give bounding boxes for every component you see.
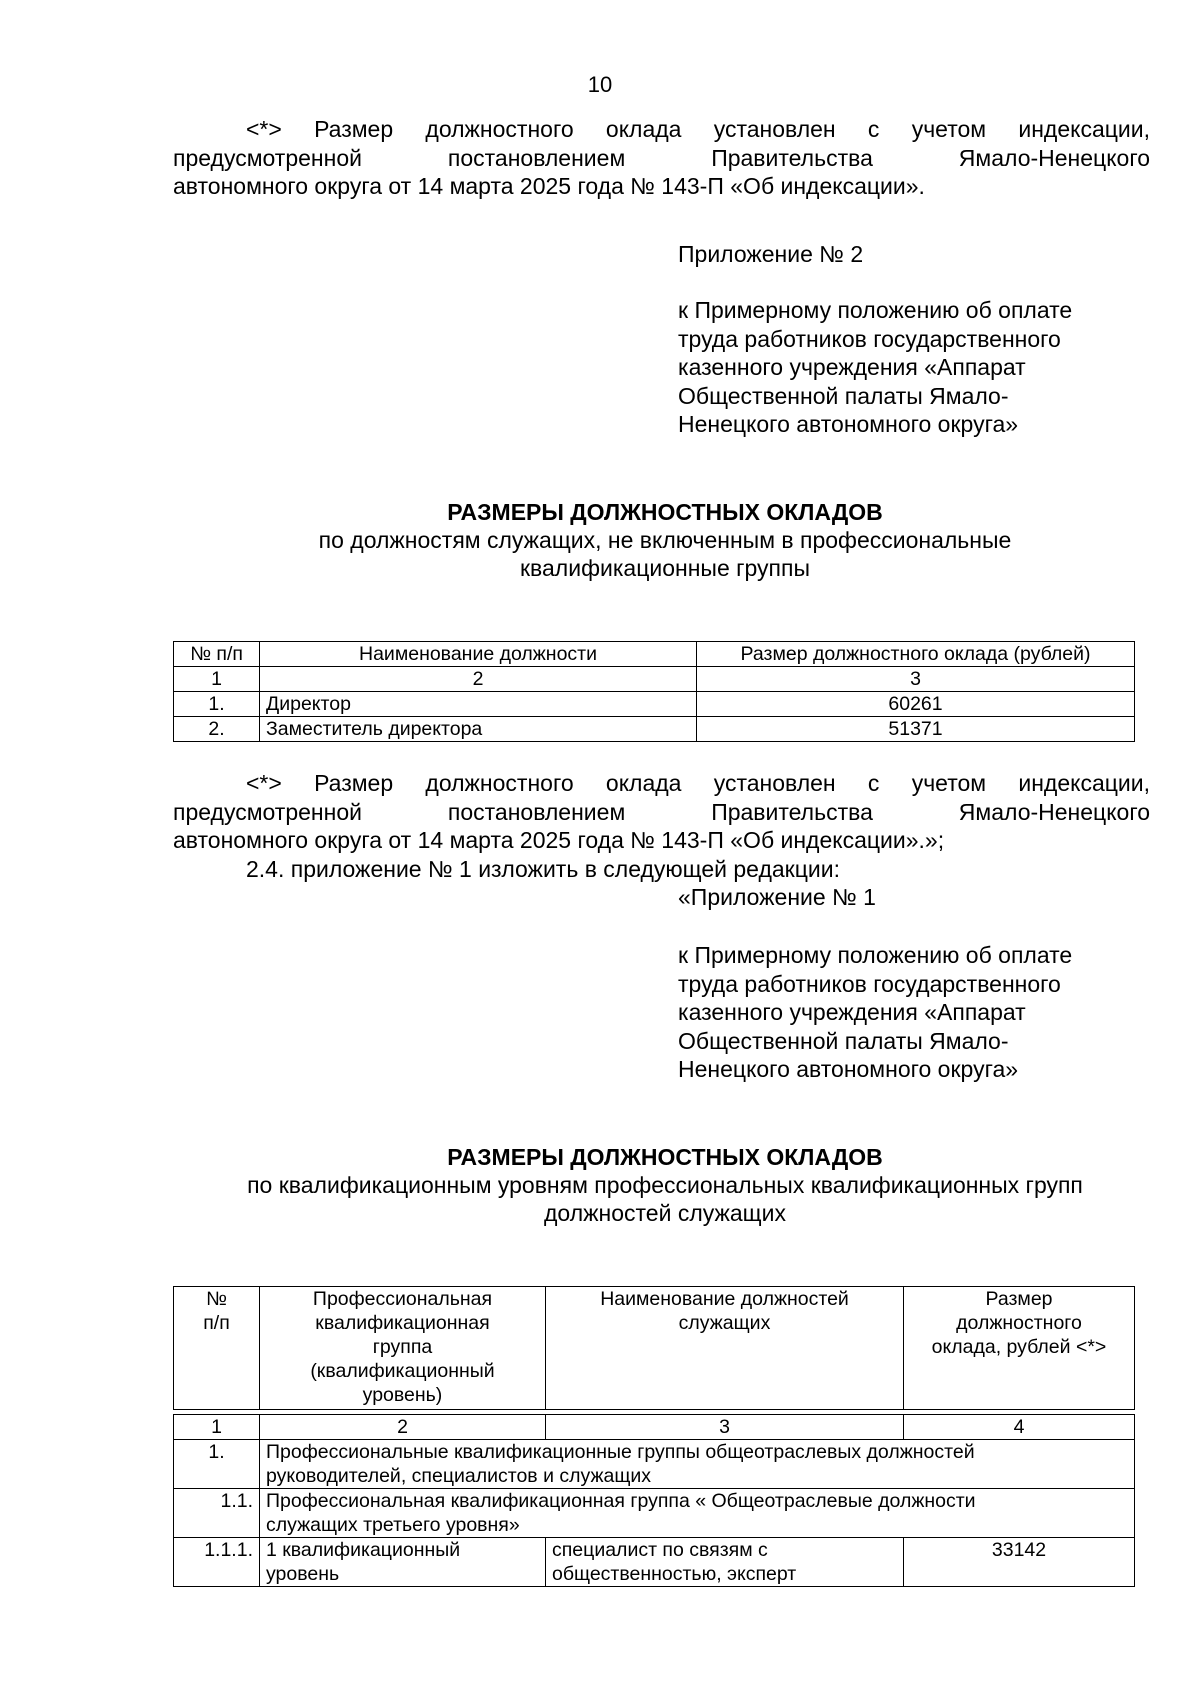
group-title — [260, 1489, 1135, 1538]
column-number: 1 — [174, 1415, 260, 1440]
header-line: должностного — [956, 1312, 1082, 1334]
row-number: 1. — [174, 692, 260, 717]
salary-value: 60261 — [697, 692, 1135, 717]
section-subtitle: квалификационные группы — [519, 555, 810, 581]
column-number: 2 — [260, 667, 697, 692]
position-name: Директор — [260, 692, 697, 717]
header-cell-group — [260, 1287, 546, 1410]
appendix-line: казенного учреждения «Аппарат — [678, 354, 1026, 380]
group-title-line: Профессиональная квалификационная группа « Общеотраслевые должности — [266, 1490, 976, 1512]
column-number-row — [174, 1415, 1135, 1440]
appendix-title: Приложение № 2 — [678, 241, 864, 267]
table-row — [174, 692, 1135, 717]
appendix-line: труда работников государственного — [678, 970, 1061, 997]
column-number: 2 — [260, 1415, 546, 1440]
note-line: предусмотренной постановлением Правительства Ямало-Ненецкого — [173, 144, 1150, 171]
appendix-2-caption — [678, 240, 1158, 269]
section-1-heading — [160, 498, 1170, 582]
row-number: 1. — [174, 1440, 260, 1489]
appendix-2-reference — [678, 296, 1158, 439]
header-cell-salary — [904, 1287, 1135, 1410]
row-number: 1.1.1. — [174, 1538, 260, 1587]
column-number: 4 — [904, 1415, 1135, 1440]
note-line: предусмотренной постановлением Правительства Ямало-Ненецкого — [173, 798, 1150, 825]
header-cell: Размер должностного оклада (рублей) — [697, 642, 1135, 667]
section-subtitle: должностей служащих — [544, 1200, 786, 1226]
salary-table-1 — [173, 641, 1135, 742]
table-row — [174, 1440, 1135, 1489]
positions-line: общественностью, эксперт — [552, 1563, 797, 1585]
amendment-line: 2.4. приложение № 1 изложить в следующей редакции: — [246, 855, 840, 882]
group-title-line: руководителей, специалистов и служащих — [266, 1465, 652, 1487]
column-number: 3 — [546, 1415, 904, 1440]
note-line: автономного округа от 14 марта 2025 года № 143-П «Об индексации».»; — [173, 827, 945, 853]
header-line: оклада, рублей <*> — [931, 1336, 1107, 1358]
header-line: п/п — [203, 1312, 230, 1334]
indexation-note-1 — [173, 115, 1150, 201]
row-number: 1.1. — [174, 1489, 260, 1538]
positions — [546, 1538, 904, 1587]
group-title-line: Профессиональные квалификационные группы общеотраслевых должностей — [266, 1441, 975, 1463]
group-title-line: служащих третьего уровня» — [266, 1514, 520, 1536]
header-line: Размер — [985, 1288, 1053, 1310]
header-cell: Наименование должности — [260, 642, 697, 667]
appendix-line: Общественной палаты Ямало- — [678, 382, 1009, 409]
appendix-line: Ненецкого автономного округа» — [678, 411, 1019, 437]
appendix-line: Общественной палаты Ямало- — [678, 1027, 1009, 1054]
header-cell-positions — [546, 1287, 904, 1410]
table-row — [174, 717, 1135, 742]
section-2-heading — [160, 1143, 1170, 1227]
header-cell-number — [174, 1287, 260, 1410]
table-row — [174, 1489, 1135, 1538]
row-number: 2. — [174, 717, 260, 742]
position-name: Заместитель директора — [260, 717, 697, 742]
appendix-1-reference — [678, 941, 1158, 1084]
header-line: № — [206, 1288, 227, 1310]
section-title: РАЗМЕРЫ ДОЛЖНОСТНЫХ ОКЛАДОВ — [447, 1144, 883, 1170]
appendix-line: к Примерному положению об оплате — [678, 297, 1073, 323]
column-number: 1 — [174, 667, 260, 692]
appendix-line: Ненецкого автономного округа» — [678, 1056, 1019, 1082]
header-line: уровень) — [362, 1384, 443, 1406]
appendix-line: к Примерному положению об оплате — [678, 942, 1073, 968]
table-row — [174, 1538, 1135, 1587]
column-number-row — [174, 667, 1135, 692]
indexation-note-2 — [173, 769, 1150, 883]
note-line: <*> Размер должностного оклада установлен с учетом индексации, — [246, 116, 1150, 142]
salary-value: 51371 — [697, 717, 1135, 742]
section-subtitle: по должностям служащих, не включенным в профессиональные — [318, 527, 1012, 553]
header-line: группа — [372, 1336, 433, 1358]
salary-table-2 — [173, 1286, 1135, 1587]
page-number: 10 — [587, 72, 613, 97]
section-title: РАЗМЕРЫ ДОЛЖНОСТНЫХ ОКЛАДОВ — [447, 499, 883, 525]
salary-value: 33142 — [904, 1538, 1135, 1587]
appendix-line: казенного учреждения «Аппарат — [678, 999, 1026, 1025]
header-line: квалификационная — [315, 1312, 490, 1334]
group-title — [260, 1440, 1135, 1489]
header-line: Профессиональная — [312, 1288, 493, 1310]
header-line: служащих — [678, 1312, 771, 1334]
positions-line: специалист по связям с — [552, 1539, 768, 1561]
qualification-level — [260, 1538, 546, 1587]
column-number: 3 — [697, 667, 1135, 692]
appendix-title: «Приложение № 1 — [678, 884, 876, 910]
appendix-line: труда работников государственного — [678, 325, 1061, 352]
section-subtitle: по квалификационным уровням профессиональных квалификационных групп — [247, 1172, 1083, 1198]
table-header-row — [174, 642, 1135, 667]
table-header-row — [174, 1287, 1135, 1410]
level-line: 1 квалификационный — [266, 1539, 461, 1561]
header-cell: № п/п — [174, 642, 260, 667]
note-line: <*> Размер должностного оклада установлен с учетом индексации, — [246, 770, 1150, 796]
level-line: уровень — [266, 1563, 340, 1585]
header-line: Наименование должностей — [600, 1288, 849, 1310]
appendix-1-caption — [678, 883, 1158, 912]
header-line: (квалификационный — [310, 1360, 495, 1382]
note-line: автономного округа от 14 марта 2025 года № 143-П «Об индексации». — [173, 173, 925, 199]
